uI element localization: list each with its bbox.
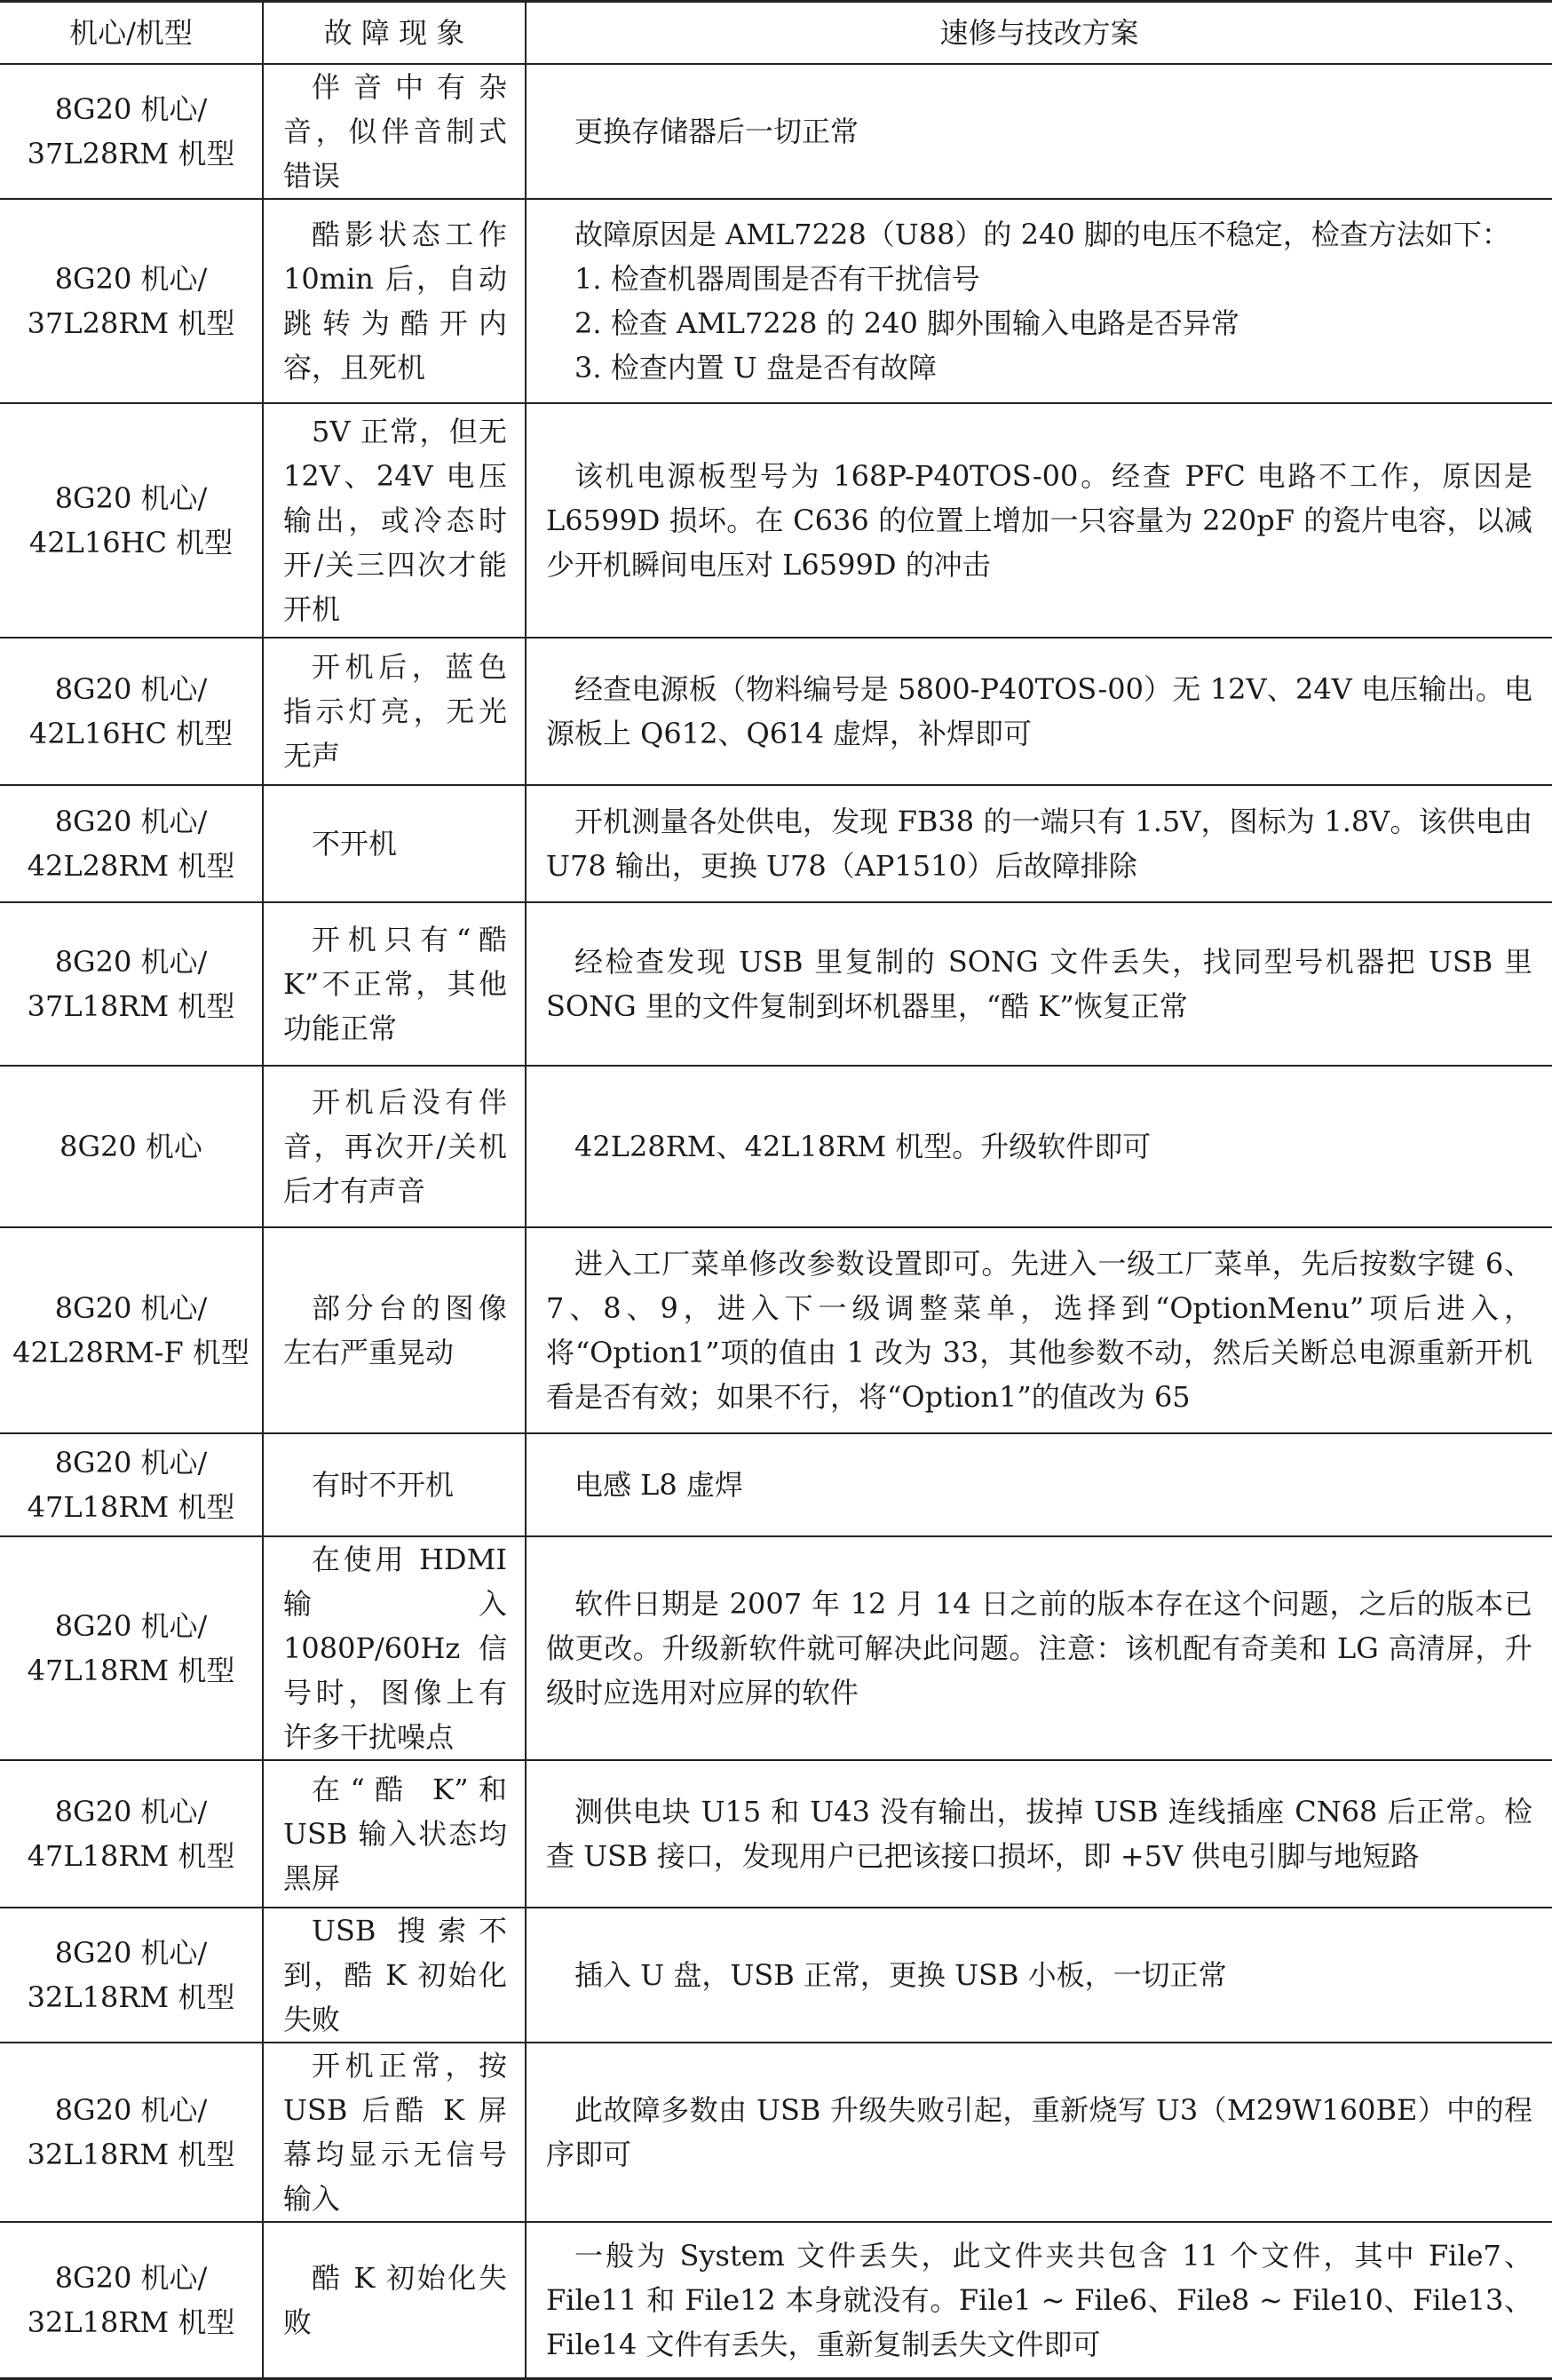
fix-line: 测供电块 U15 和 U43 没有输出，拔掉 USB 连线插座 CN68 后正常。检查 USB 接口，发现用户已把该接口损坏，即 +5V 供电引脚与地短路: [546, 1795, 1532, 1873]
fix-cell: [526, 1536, 1552, 1760]
table-row: [0, 638, 1552, 785]
model-line: 8G20 机心: [59, 1130, 202, 1163]
model-cell: [0, 1066, 263, 1227]
model-line: 32L18RM 机型: [27, 2305, 235, 2339]
table-row: [0, 1433, 1552, 1536]
fix-line: 经查电源板（物料编号是 5800-P40TOS-00）无 12V、24V 电压输出。电源板上 Q612、Q614 虚焊，补焊即可: [546, 672, 1532, 750]
table-row: [0, 902, 1552, 1066]
model-cell: [0, 902, 263, 1066]
model-line: 42L28RM 机型: [27, 849, 235, 883]
model-line: 37L18RM 机型: [27, 989, 235, 1023]
table-row: [0, 1227, 1552, 1433]
fix-line: 1. 检查机器周围是否有干扰信号: [574, 262, 980, 296]
table-row: [0, 64, 1552, 199]
model-cell: [0, 64, 263, 199]
fix-line: 软件日期是 2007 年 12 月 14 日之前的版本存在这个问题，之后的版本已做更改。升级新软件就可解决此问题。注意：该机配有奇美和 LG 高清屏，升级时应选用对应屏的软件: [546, 1587, 1532, 1710]
header-fault: 故 障 现 象: [263, 2, 526, 65]
fix-cell: [526, 902, 1552, 1066]
fix-cell: [526, 1433, 1552, 1536]
fix-line: 插入 U 盘，USB 正常，更换 USB 小板，一切正常: [574, 1958, 1227, 1992]
fault-cell: 酷 K 初始化失败: [263, 2222, 526, 2378]
model-line: 8G20 机心/: [54, 2093, 208, 2127]
model-line: 37L28RM 机型: [27, 306, 235, 340]
model-line: 32L18RM 机型: [27, 1980, 235, 2014]
fix-cell: [526, 1760, 1552, 1908]
model-line: 8G20 机心/: [54, 1291, 208, 1325]
fix-line: 经检查发现 USB 里复制的 SONG 文件丢失，找同型号机器把 USB 里 SONG 里的文件复制到坏机器里，“酷 K”恢复正常: [546, 945, 1532, 1023]
fix-cell: [526, 1908, 1552, 2043]
fix-cell: [526, 638, 1552, 785]
fix-cell: [526, 64, 1552, 199]
fault-cell: 部分台的图像左右严重晃动: [263, 1227, 526, 1433]
model-cell: [0, 1536, 263, 1760]
model-line: 8G20 机心/: [54, 1446, 208, 1480]
model-line: 47L18RM 机型: [27, 1839, 235, 1873]
table-row: [0, 785, 1552, 902]
model-line: 8G20 机心/: [54, 262, 208, 296]
fault-cell: 开机后没有伴音，再次开/关机后才有声音: [263, 1066, 526, 1227]
header-model: 机心/机型: [0, 2, 263, 65]
model-line: 8G20 机心/: [54, 945, 208, 979]
model-line: 8G20 机心/: [54, 1936, 208, 1970]
fault-cell: USB 搜索不到，酷 K 初始化失败: [263, 1908, 526, 2043]
fix-cell: [526, 2222, 1552, 2378]
fix-line: 2. 检查 AML7228 的 240 脚外围输入电路是否异常: [574, 306, 1240, 340]
fault-cell: 开机后，蓝色指示灯亮，无光无声: [263, 638, 526, 785]
model-line: 47L18RM 机型: [27, 1654, 235, 1687]
model-cell: [0, 1433, 263, 1536]
fix-line: 42L28RM、42L18RM 机型。升级软件即可: [574, 1130, 1152, 1163]
fault-cell: 在“酷 K”和 USB 输入状态均黑屏: [263, 1760, 526, 1908]
model-line: 8G20 机心/: [54, 481, 208, 515]
model-line: 42L16HC 机型: [28, 717, 234, 750]
model-line: 37L28RM 机型: [27, 137, 235, 171]
table-row: [0, 1536, 1552, 1760]
model-cell: [0, 2222, 263, 2378]
model-line: 8G20 机心/: [54, 1795, 208, 1829]
model-line: 42L28RM-F 机型: [12, 1336, 249, 1369]
model-line: 8G20 机心/: [54, 92, 208, 126]
fix-line: 电感 L8 虚焊: [574, 1468, 743, 1502]
model-cell: [0, 638, 263, 785]
fix-cell: [526, 1066, 1552, 1227]
table-row: [0, 1760, 1552, 1908]
fix-line: 开机测量各处供电，发现 FB38 的一端只有 1.5V，图标为 1.8V。该供电由 U78 输出，更换 U78（AP1510）后故障排除: [546, 805, 1532, 883]
fix-line: 进入工厂菜单修改参数设置即可。先进入一级工厂菜单，先后按数字键 6、7、8、9，进入下一级调整菜单，选择到“OptionMenu”项后进入，将“Option1”项的值由 1 改为 33，其他参数不动，然后关断总电源重新开机看是否有效；如果不行，将“Option1”的值改为 65: [546, 1247, 1532, 1414]
table-row: [0, 2222, 1552, 2378]
fault-cell: 有时不开机: [263, 1433, 526, 1536]
table-row: [0, 2043, 1552, 2222]
model-cell: [0, 403, 263, 638]
table-row: [0, 1066, 1552, 1227]
model-cell: [0, 1227, 263, 1433]
header-fix: 速修与技改方案: [526, 2, 1552, 65]
fault-cell: 开机只有“酷K”不正常，其他功能正常: [263, 902, 526, 1066]
fix-line: 更换存储器后一切正常: [574, 115, 859, 148]
table-row: [0, 1908, 1552, 2043]
model-cell: [0, 1908, 263, 2043]
model-line: 32L18RM 机型: [27, 2138, 235, 2171]
fault-cell: 伴音中有杂音，似伴音制式错误: [263, 64, 526, 199]
model-cell: [0, 785, 263, 902]
table-row: [0, 403, 1552, 638]
fix-cell: [526, 403, 1552, 638]
fix-cell: [526, 2043, 1552, 2222]
fix-line: 3. 检查内置 U 盘是否有故障: [574, 351, 938, 385]
fix-cell: [526, 1227, 1552, 1433]
model-cell: [0, 1760, 263, 1908]
model-line: 42L16HC 机型: [28, 526, 234, 559]
header-row: [0, 2, 1552, 65]
model-line: 8G20 机心/: [54, 805, 208, 838]
table-row: [0, 199, 1552, 403]
model-cell: [0, 2043, 263, 2222]
fix-cell: [526, 785, 1552, 902]
model-line: 8G20 机心/: [54, 2260, 208, 2295]
fix-line: 故障原因是 AML7228（U88）的 240 脚的电压不稳定，检查方法如下：: [574, 218, 1510, 251]
model-cell: [0, 199, 263, 403]
fix-cell: [526, 199, 1552, 403]
model-line: 8G20 机心/: [54, 1609, 208, 1643]
model-line: 8G20 机心/: [54, 672, 208, 706]
fix-line: 此故障多数由 USB 升级失败引起，重新烧写 U3（M29W160BE）中的程序即可: [546, 2093, 1532, 2171]
fault-cell: 在使用 HDMI 输入 1080P/60Hz 信号时，图像上有许多干扰噪点: [263, 1536, 526, 1760]
fault-cell: 开机正常，按 USB 后酷 K 屏幕均显示无信号输入: [263, 2043, 526, 2222]
fault-cell: 酷影状态工作 10min 后，自动跳转为酷开内容，且死机: [263, 199, 526, 403]
fix-line: 一般为 System 文件丢失，此文件夹共包含 11 个文件，其中 File7、File11 和 File12 本身就没有。File1 ~ File6、File8 ~ File10、File13、File14 文件有丢失，重新复制丢失文件即可: [546, 2238, 1532, 2361]
fix-line: 该机电源板型号为 168P-P40TOS-00。经查 PFC 电路不工作，原因是 L6599D 损坏。在 C636 的位置上增加一只容量为 220pF 的瓷片电容，以减少开机瞬间电压对 L6599D 的冲击: [546, 459, 1532, 582]
fault-cell: 不开机: [263, 785, 526, 902]
fault-cell: 5V 正常，但无 12V、24V 电压输出，或冷态时开/关三四次才能开机: [263, 403, 526, 638]
model-line: 47L18RM 机型: [27, 1490, 235, 1524]
